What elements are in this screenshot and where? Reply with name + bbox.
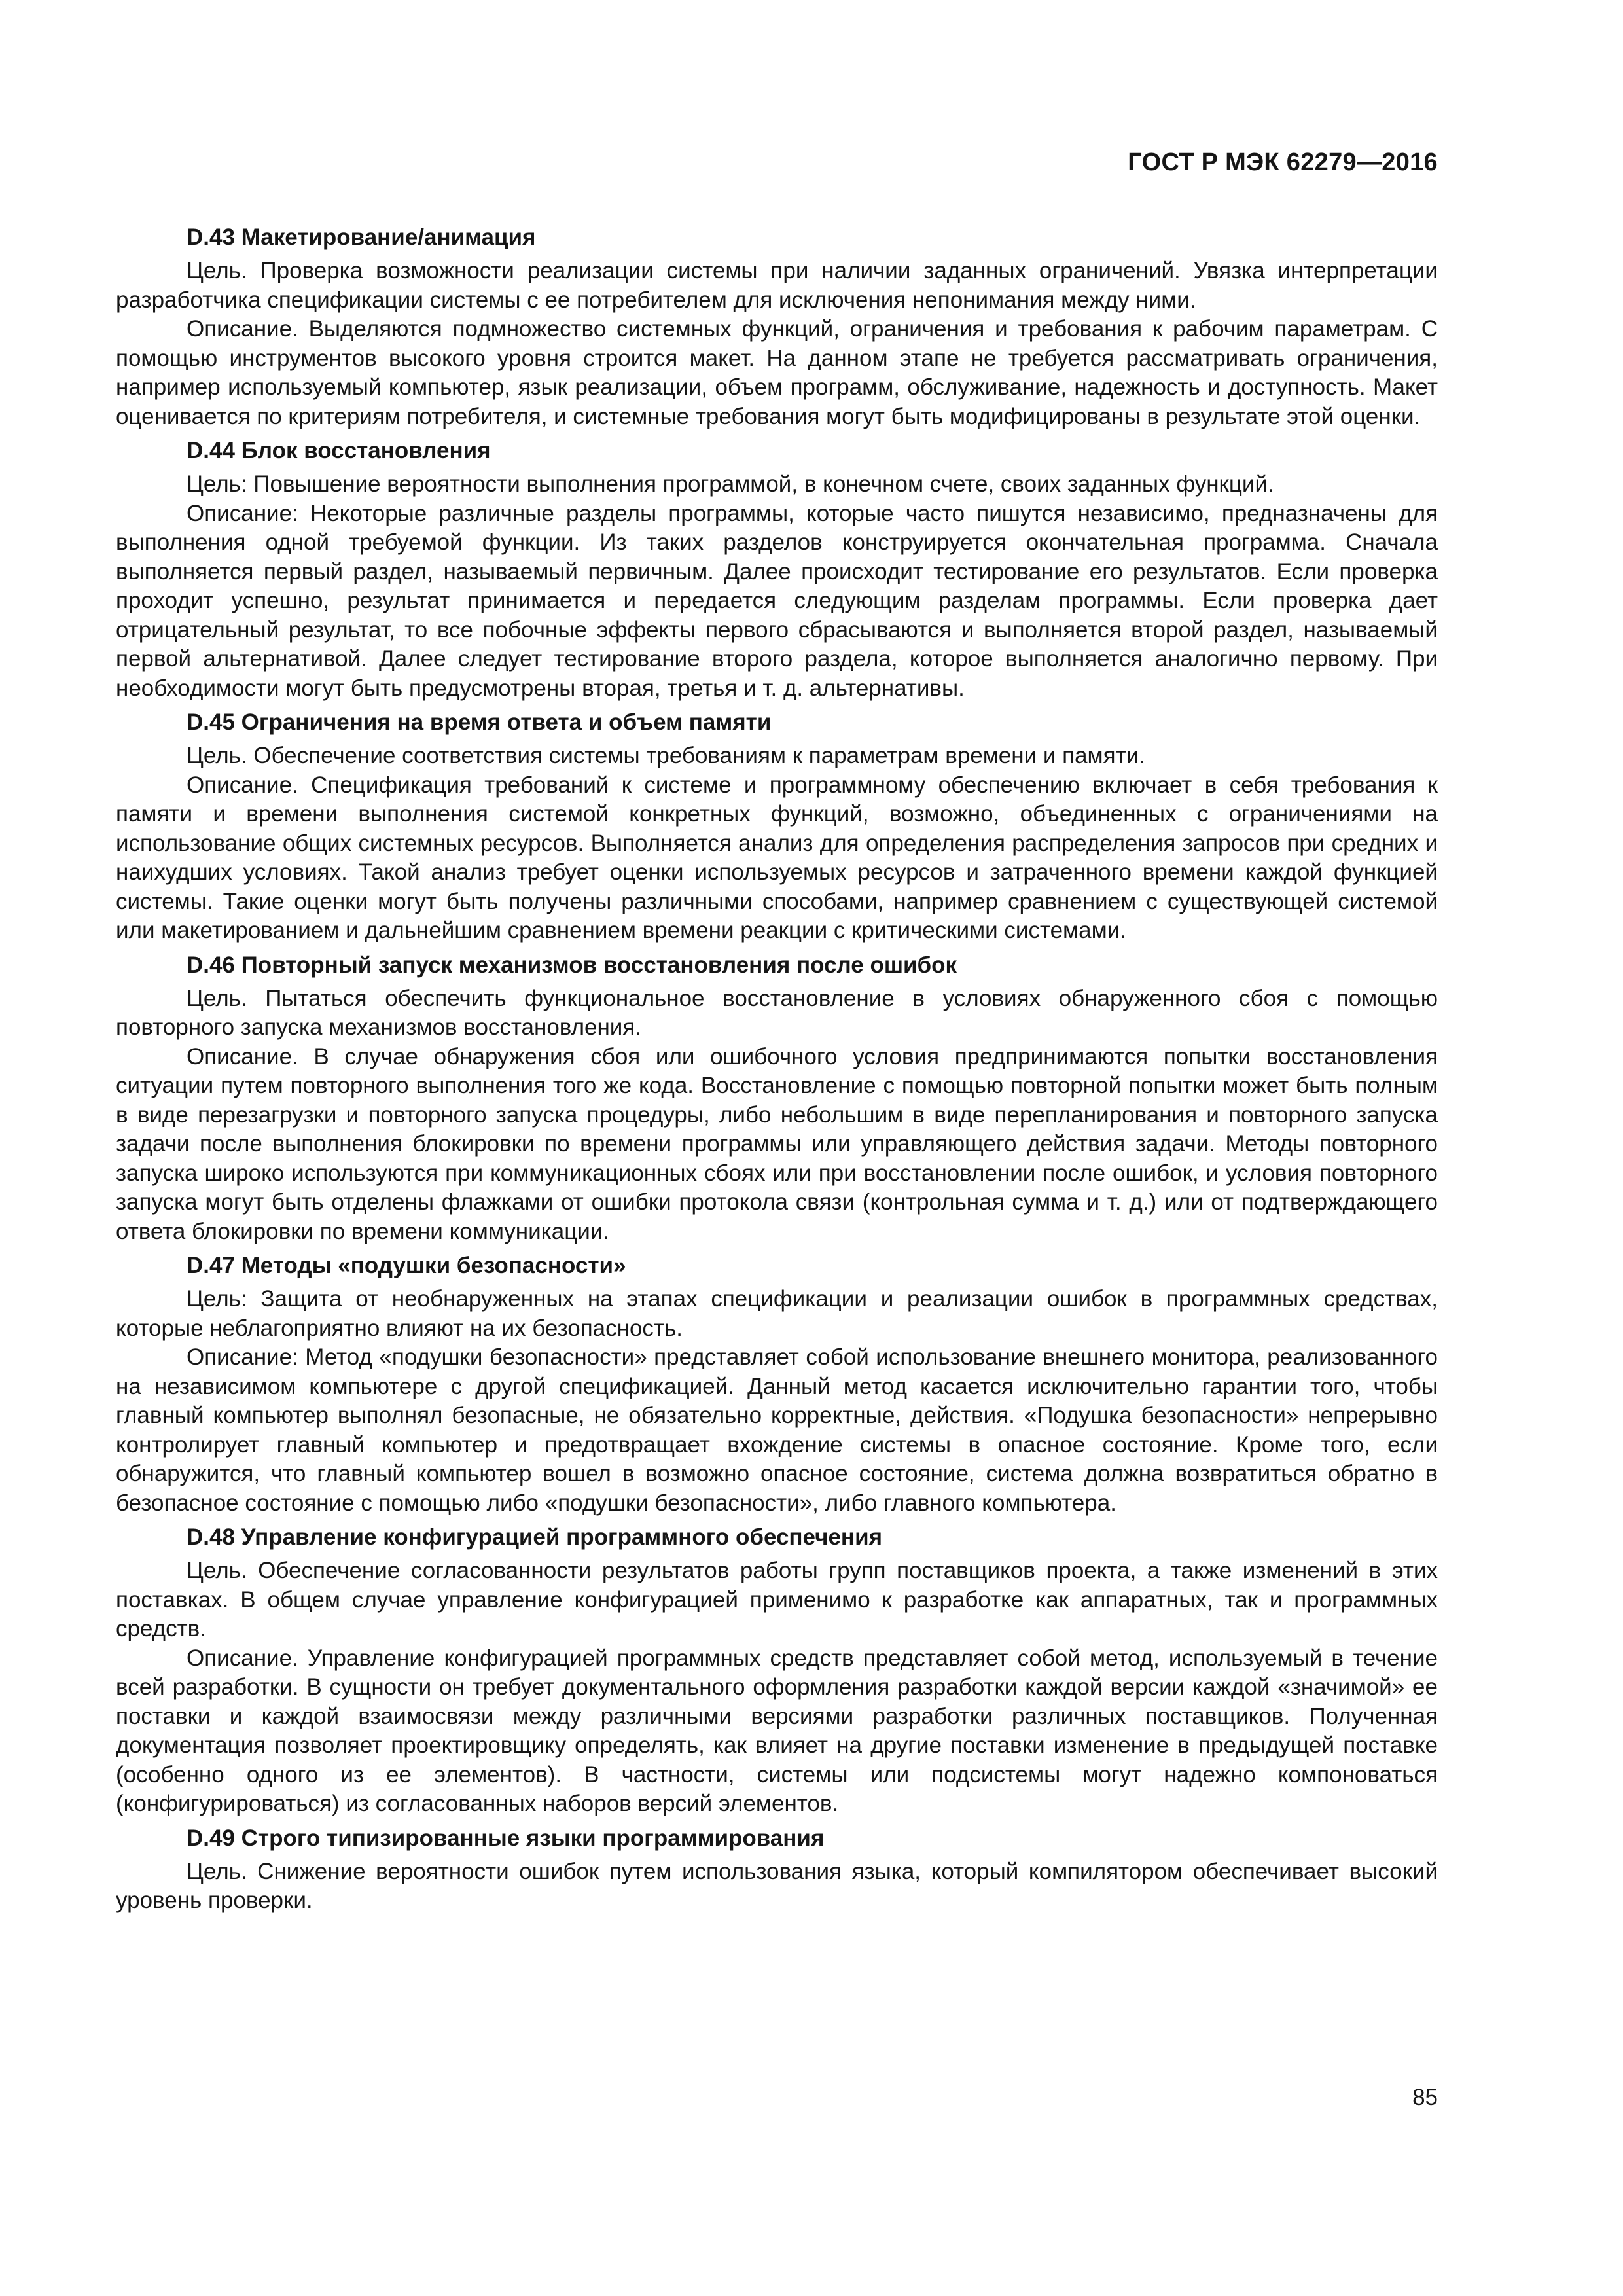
- paragraph: Описание: Некоторые различные разделы программы, которые часто пишутся независимо, предназначены для выполнения одной требуемой функции. Из таких разделов конструируется окончательная программа. Сначала выполняется первый раздел, называемый первичным. Далее происходит тестирование его результатов. Если проверка проходит успешно, результат принимается и передается следующим разделам программы. Если проверка дает отрицательный результат, то все побочные эффекты первого сбрасываются и выполняется второй раздел, называемый первой альтернативой. Далее следует тестирование второго раздела, которое выполняется аналогично первому. При необходимости могут быть предусмотрены вторая, третья и т. д. альтернативы.: [116, 500, 1438, 701]
- section-title: D.43 Макетирование/анимация: [187, 224, 536, 250]
- paragraph: Описание. Управление конфигурацией программных средств представляет собой метод, используемый в течение всей разработки. В сущности он требует документального оформления разработки каждой версии каждой «значимой» ее поставки и каждой взаимосвязи между различными версиями разработки различных поставщиков. Полученная документация позволяет проектировщику определять, как влияет на другие поставки изменение в предыдущей поставке (особенно одного из ее элементов). В частности, системы или подсистемы могут надежно компоноваться (конфигурироваться) из согласованных наборов версий элементов.: [116, 1645, 1438, 1816]
- paragraph: Цель: Защита от необнаруженных на этапах спецификации и реализации ошибок в программных средствах, которые неблагоприятно влияют на их безопасность.: [116, 1286, 1438, 1341]
- paragraph: Цель: Повышение вероятности выполнения программой, в конечном счете, своих заданных функций.: [187, 471, 1274, 497]
- standard-designation: ГОСТ Р МЭК 62279—2016: [1128, 149, 1438, 176]
- paragraph: Описание. В случае обнаружения сбоя или ошибочного условия предпринимаются попытки восстановления ситуации путем повторного выполнения того же кода. Восстановление с помощью повторной попытки может быть полным в виде перезагрузки и повторного запуска процедуры, либо небольшим в виде перепланирования и повторного запуска задачи после выполнения блокировки по времени программы или управляющего действия задачи. Методы повторного запуска широко используются при коммуникационных сбоях или при восстановлении после ошибок, и условия повторного запуска могут быть отделены флажками от ошибки протокола связи (контрольная сумма и т. д.) или от подтверждающего ответа блокировки по времени коммуникации.: [116, 1043, 1438, 1244]
- paragraph: Цель. Проверка возможности реализации системы при наличии заданных ограничений. Увязка интерпретации разработчика спецификации системы с ее потребителем для исключения непонимания между ними.: [116, 258, 1438, 313]
- section-title: D.44 Блок восстановления: [187, 438, 491, 463]
- section-d44: [116, 436, 1438, 703]
- section-d48: [116, 1522, 1438, 1819]
- page-number: 85: [1412, 2085, 1438, 2110]
- section-d47: [116, 1251, 1438, 1518]
- section-title: D.48 Управление конфигурацией программного обеспечения: [187, 1524, 883, 1550]
- section-title: D.47 Методы «подушки безопасности»: [187, 1253, 626, 1278]
- section-d45: [116, 708, 1438, 946]
- section-d43: [116, 223, 1438, 431]
- paragraph: Цель. Снижение вероятности ошибок путем использования языка, который компилятором обеспечивает высокий уровень проверки.: [116, 1858, 1438, 1913]
- section-title: D.49 Строго типизированные языки программирования: [187, 1825, 825, 1851]
- paragraph: Описание. Спецификация требований к системе и программному обеспечению включает в себя требования к памяти и времени выполнения системой конкретных функций, возможно, объединенных с ограничениями на использование общих системных ресурсов. Выполняется анализ для определения распределения запросов при средних и наихудших условиях. Такой анализ требует оценки используемых ресурсов и затраченного времени каждой функцией системы. Такие оценки могут быть получены различными способами, например сравнением с существующей системой или макетированием и дальнейшим сравнением времени реакции с критическими системами.: [116, 772, 1438, 943]
- document-body: [116, 223, 1438, 1916]
- section-d49: [116, 1823, 1438, 1916]
- section-d46: [116, 950, 1438, 1247]
- section-title: D.45 Ограничения на время ответа и объем памяти: [187, 709, 772, 735]
- paragraph: Цель. Обеспечение соответствия системы требованиям к параметрам времени и памяти.: [187, 743, 1145, 768]
- paragraph: Цель. Обеспечение согласованности результатов работы групп поставщиков проекта, а также изменений в этих поставках. В общем случае управление конфигурацией применимо к разработке как аппаратных, так и программных средств.: [116, 1558, 1438, 1641]
- paragraph: Описание: Метод «подушки безопасности» представляет собой использование внешнего монитора, реализованного на независимом компьютере с другой спецификацией. Данный метод касается исключительно гарантии того, чтобы главный компьютер выполнял безопасные, не обязательно корректные, действия. «Подушка безопасности» непрерывно контролирует главный компьютер и предотвращает вхождение системы в опасное состояние. Кроме того, если обнаружится, что главный компьютер вошел в возможно опасное состояние, система должна возвратиться обратно в безопасное состояние с помощью либо «подушки безопасности», либо главного компьютера.: [116, 1344, 1438, 1516]
- paragraph: Описание. Выделяются подмножество системных функций, ограничения и требования к рабочим параметрам. С помощью инструментов высокого уровня строится макет. На данном этапе не требуется рассматривать ограничения, например используемый компьютер, язык реализации, объем программ, обслуживание, надежность и доступность. Макет оценивается по критериям потребителя, и системные требования могут быть модифицированы в результате этой оценки.: [116, 316, 1438, 429]
- paragraph: Цель. Пытаться обеспечить функциональное восстановление в условиях обнаруженного сбоя с помощью повторного запуска механизмов восстановления.: [116, 985, 1438, 1040]
- section-title: D.46 Повторный запуск механизмов восстановления после ошибок: [187, 952, 957, 978]
